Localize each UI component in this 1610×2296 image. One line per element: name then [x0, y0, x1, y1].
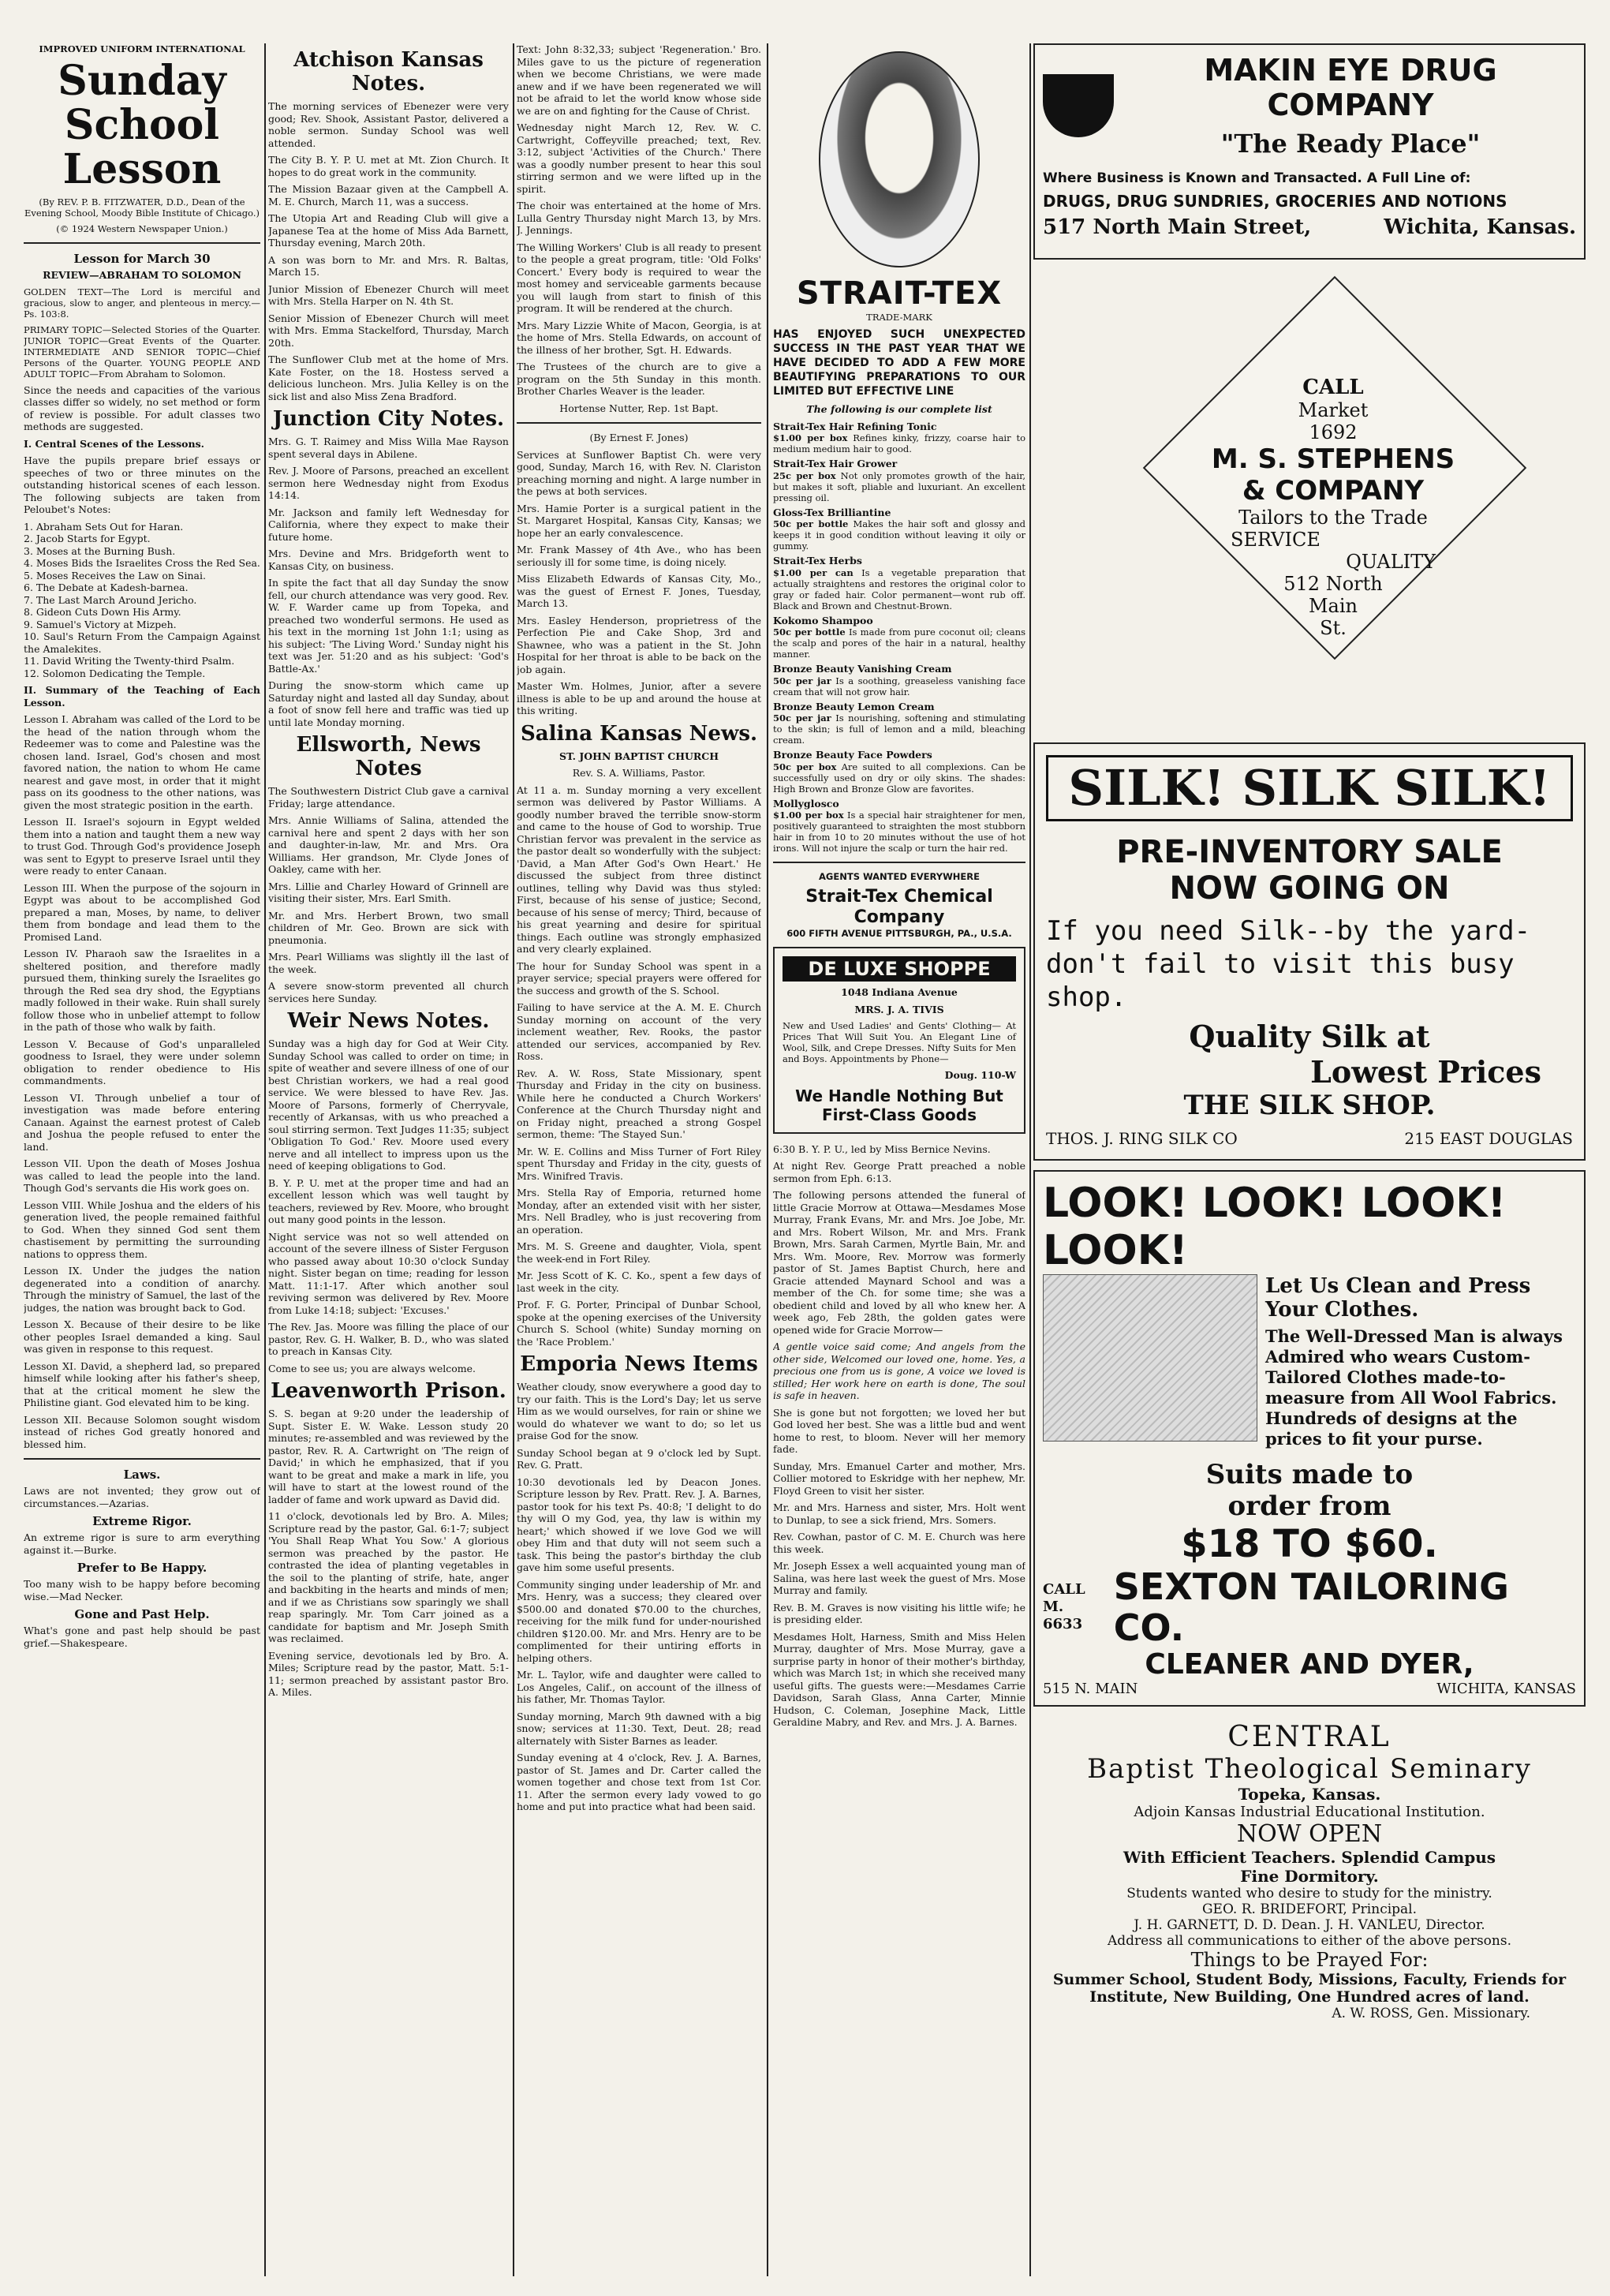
- lesson-review: REVIEW—ABRAHAM TO SOLOMON: [43, 269, 241, 281]
- column-rule: [1029, 43, 1031, 2276]
- column-church-news: [517, 43, 761, 1818]
- salina-church: ST. JOHN BAPTIST CHURCH: [558, 750, 719, 762]
- scenes-intro: Have the pupils prepare brief essays or speeches of two or three minutes on the outstanding historical scenes of each lesson. The following subjects are taken from Peloubet's Notes:: [24, 454, 260, 515]
- news-item: 10:30 devotionals led by Deacon Jones. Scripture lesson by Rev. Pratt. Rev. J. A. Barnes, pastor took for his text Ps. 40:8; 'I delight to do thy will O my God, yea, thy law is within my heart;' which showed if we love God we will obey Him and that duty will not seem such a task. This being the pastor's birthday the club gave him some useful presents.: [517, 1475, 761, 1573]
- stephens-ad: [1033, 269, 1586, 742]
- news-item: Rev. Cowhan, pastor of C. M. E. Church was here this week.: [773, 1531, 1025, 1555]
- news-item: Mrs. G. T. Raimey and Miss Willa Mae Rayson spent several days in Abilene.: [268, 436, 509, 460]
- news-item: The Rev. Jas. Moore was filling the place of our pastor, Rev. G. H. Walker, B. D., who was slated to preach in Kansas City.: [268, 1321, 509, 1357]
- deluxe-address: 1048 Indiana Avenue: [841, 986, 958, 998]
- lesson-summary: Lesson III. When the purpose of the sojourn in Egypt was about to be accomplished God prepared a man, Moses, by name, to deliver them from bondage and lead them to the Promised Land.: [24, 881, 260, 943]
- news-item: Mr. Frank Massey of 4th Ave., who has been seriously ill for some time, is doing nicely.: [517, 544, 761, 568]
- lesson-byline: (By REV. P. B. FITZWATER, D.D., Dean of the Evening School, Moody Bible Institute of Chicago.): [24, 196, 260, 219]
- seminary-missionary: A. W. ROSS, Gen. Missionary.: [1332, 2006, 1530, 2021]
- makin-drug-ad: [1033, 43, 1586, 260]
- product-item: Bronze Beauty Lemon Cream 50c per jar Is nourishing, softening and stimulating to the skin; is full of lemon and a mild, bleaching cream.: [773, 700, 1025, 746]
- makin-heading: MAKIN EYE DRUG COMPANY: [1204, 53, 1497, 122]
- product-item: Bronze Beauty Vanishing Cream 50c per jar Is a soothing, greaseless vanishing face cream that will not grow hair.: [773, 663, 1025, 697]
- news-item: B. Y. P. U. met at the proper time and had an excellent lesson which was well taught by teachers, reviewed by Rev. Moore, who brought out many good points in the lesson.: [268, 1176, 509, 1225]
- silk-prices: Lowest Prices: [1310, 1054, 1541, 1090]
- makin-line-2: DRUGS, DRUG SUNDRIES, GROCERIES AND NOTIONS: [1043, 192, 1507, 211]
- stephens-name-2: & COMPANY: [1242, 475, 1425, 507]
- news-item: The City B. Y. P. U. met at Mt. Zion Church. It hopes to do great work in the community.: [268, 154, 509, 178]
- news-item: Miss Elizabeth Edwards of Kansas City, Mo., was the guest of Ernest F. Jones, Tuesday, March 13.: [517, 573, 761, 609]
- news-item: The choir was entertained at the home of Mrs. Lulla Gentry Thursday night March 13, by Mrs. J. Jennings.: [517, 200, 761, 236]
- list-item: 9. Samuel's Victory at Mizpeh.: [24, 618, 177, 630]
- lesson-summary: Lesson XI. David, a shepherd lad, so prepared himself while looking after his father's sheep, that at the critical moment he slew the Philistine giant. God elevated him to be king.: [24, 1359, 260, 1408]
- deluxe-heading: DE LUXE SHOPPE: [783, 956, 1016, 982]
- news-item: 6:30 B. Y. P. U., led by Miss Bernice Nevins.: [773, 1142, 991, 1155]
- news-item: Mr. Joseph Essex a well acquainted young man of Salina, was here last week the guest of Mrs. Mose Murray and family.: [773, 1560, 1025, 1596]
- sexton-city: WICHITA, KANSAS: [1436, 1681, 1576, 1697]
- news-item: Sunday morning, March 9th dawned with a big snow; services at 11:30. Text, Deut. 28; read alternately with Sister Barnes as leader.: [517, 1710, 761, 1747]
- news-item: Mr. and Mrs. Harness and sister, Mrs. Holt went to Dunlap, to see a sick friend, Mrs. Somers.: [773, 1501, 1025, 1526]
- makin-line-1: Where Business is Known and Transacted. A Full Line of:: [1043, 170, 1471, 186]
- news-item: Failing to have service at the A. M. E. Church Sunday morning on account of the very inclement weather, Rev. Rooks, the pastor attended our services, accompanied by Rev. Ross.: [517, 1001, 761, 1062]
- news-item: The morning services of Ebenezer were very good; Rev. Shook, Assistant Pastor, delivered a noble sermon. Sunday School was well attended.: [268, 100, 509, 149]
- news-item: Mrs. Stella Ray of Emporia, returned home Monday, after an extended visit with her sister, Mrs. Nell Bradley, who is just recovering from an operation.: [517, 1187, 761, 1236]
- stephens-service: SERVICE: [1231, 529, 1320, 551]
- summary-head: II. Summary of the Teaching of Each Lesson.: [24, 684, 260, 709]
- news-item: The Utopia Art and Reading Club will give a Japanese Tea at the home of Miss Ada Barnett, Thursday evening, March 20th.: [268, 212, 509, 249]
- column-rule: [767, 43, 768, 2276]
- list-item: 10. Saul's Return From the Campaign Against the Amalekites.: [24, 630, 260, 655]
- deluxe-owner: MRS. J. A. TIVIS: [854, 1003, 944, 1015]
- strait-tex-trademark: TRADE-MARK: [866, 312, 932, 323]
- stephens-phone: 1692: [1309, 421, 1358, 443]
- news-item: Rev. B. M. Graves is now visiting his little wife; he is presiding elder.: [773, 1601, 1025, 1625]
- seminary-city: Topeka, Kansas.: [1238, 1785, 1381, 1804]
- product-item: Kokomo Shampoo 50c per bottle Is made from pure coconut oil; cleans the scalp and pores of the hair in a natural, healthy manner.: [773, 614, 1025, 660]
- deluxe-body: New and Used Ladies' and Gents' Clothing— At Prices That Will Suit You. An Elegant Line of Wool, Silk, and Crepe Dresses. Nifty Suits for Men and Boys. Appointments by Phone—: [783, 1020, 1016, 1064]
- lesson-summary: Lesson IX. Under the judges the nation degenerated into a condition of anarchy. Through the ministry of Samuel, the last of the judges, the nation was brought back to God.: [24, 1265, 260, 1314]
- list-item: 4. Moses Bids the Israelites Cross the Red Sea.: [24, 557, 260, 569]
- seminary-pray-list: Summer School, Student Body, Missions, Faculty, Friends for Institute, New Building, One Hundred acres of land.: [1052, 1971, 1567, 2006]
- news-item: Mrs. Hamie Porter is a surgical patient in the St. Margaret Hospital, Kansas City, Kansas; we hope her an early convalescence.: [517, 502, 761, 539]
- mortar-pestle-icon: [1043, 74, 1114, 137]
- list-item: 7. The Last March Around Jericho.: [24, 593, 197, 606]
- sexton-call: CALL: [1043, 1581, 1085, 1598]
- look-heading: LOOK! LOOK! LOOK! LOOK!: [1043, 1180, 1507, 1274]
- product-item: Mollyglosco $1.00 per box Is a special hair straightener for men, positively guaranteed to straighten the most stubborn hair in from 10 to 20 minutes without the use of hot irons. Will not injure the scalp or turn the hair red.: [773, 797, 1025, 854]
- suits-line-2: order from: [1227, 1490, 1391, 1522]
- news-item: Services at Sunflower Baptist Ch. were very good, Sunday, March 16, with Rev. N. Clariston preaching morning and night. A large number in the pews at both services.: [517, 448, 761, 497]
- lesson-summary: Lesson II. Israel's sojourn in Egypt welded them into a nation and taught them a new way to trust God. Through God's providence Joseph was sent to Egypt to preserve Israel until they were ready to enter Canaan.: [24, 816, 260, 877]
- list-item: 3. Moses at the Burning Bush.: [24, 544, 176, 557]
- seminary-teachers: With Efficient Teachers. Splendid Campus: [1123, 1848, 1496, 1867]
- news-signature: Hortense Nutter, Rep. 1st Bapt.: [559, 402, 719, 414]
- lesson-summary: Lesson VIII. While Joshua and the elders of his generation lived, the people remained faithful to God. When they sinned God sent them chastisement by permitting the surrounding nations to oppress them.: [24, 1198, 260, 1260]
- deluxe-shoppe-ad: [773, 947, 1025, 1134]
- weir-heading: Weir News Notes.: [287, 1009, 490, 1033]
- stephens-address-1: 512 North: [1283, 573, 1383, 595]
- list-item: 8. Gideon Cuts Down His Army.: [24, 606, 181, 618]
- news-item: Mrs. Mary Lizzie White of Macon, Georgia, is at the home of Mrs. Stella Edwards, on account of the illness of her brother, Sgt. H. Edwards.: [517, 319, 761, 356]
- lesson-summary: Lesson V. Because of God's unparalleled goodness to Israel, they were under solemn obligation to render obedience to His commandments.: [24, 1038, 260, 1086]
- look-body: The Well-Dressed Man is always Admired who wears Custom-Tailored Clothes made-to-measure from All Wool Fabrics. Hundreds of designs at the prices to fit your purse.: [1265, 1326, 1563, 1449]
- column-advertisements: [1033, 43, 1586, 2276]
- news-item: Sunday School began at 9 o'clock led by Supt. Rev. G. Pratt.: [517, 1446, 761, 1471]
- laws-head: Laws.: [123, 1468, 161, 1482]
- news-item: Mr. Jess Scott of K. C. Ko., spent a few days of last week in the city.: [517, 1270, 761, 1294]
- makin-city: Wichita, Kansas.: [1384, 215, 1576, 239]
- silk-body: If you need Silk--by the yard-don't fail to visit this busy shop.: [1046, 915, 1531, 1013]
- laws-text: Laws are not invented; they grow out of circumstances.—Azarias.: [24, 1485, 260, 1509]
- news-item: Night service was not so well attended on account of the severe illness of Sister Ferguson who passed away about 10:30 o'clock Sunday night. Sister began on time; reading for lesson Matt. 11:1-17. After which another soul reviving sermon was delivered by Rev. Moore from Luke 14:18; subject: 'Excuses.': [268, 1230, 509, 1316]
- product-list: [773, 421, 1025, 854]
- lesson-topics: PRIMARY TOPIC—Selected Stories of the Quarter. JUNIOR TOPIC—Great Events of the Quarter. INTERMEDIATE AND SENIOR TOPIC—Chief Persons of the Quarter. YOUNG PEOPLE AND ADULT TOPIC—From Abraham to Solomon.: [24, 323, 260, 380]
- seminary-heading-2: Baptist Theological Seminary: [1087, 1753, 1532, 1785]
- list-item: 11. David Writing the Twenty-third Psalm.: [24, 655, 235, 667]
- happy-head: Prefer to Be Happy.: [77, 1561, 207, 1575]
- list-item: 6. The Debate at Kadesh-barnea.: [24, 581, 189, 593]
- news-item: A son was born to Mr. and Mrs. R. Baltas, March 15.: [268, 253, 509, 278]
- news-item: Text: John 8:32,33; subject 'Regeneration.' Bro. Miles gave to us the picture of regeneration when we become Christians, we were made anew and if we have been regenerated we will not be afraid to let the world know whose side we are on and fighting for the Cause of Christ.: [517, 43, 761, 117]
- column-strait-tex-ad: [773, 43, 1025, 1733]
- woman-portrait-icon: [819, 51, 980, 267]
- stephens-tailors: Tailors to the Trade: [1238, 507, 1428, 529]
- news-item: Senior Mission of Ebenezer Church will meet with Mrs. Emma Stackelford, Thursday, March 20th.: [268, 312, 509, 349]
- ellsworth-heading: Ellsworth, News Notes: [296, 733, 481, 780]
- news-item: Mrs. Annie Williams of Salina, attended the carnival here and spent 2 days with her son and daughter-in-law, Mr. and Mrs. Ora Williams. Her grandson, Mr. Clyde Jones of Oakley, came with her.: [268, 814, 509, 875]
- column-rule: [513, 43, 514, 2276]
- seminary-pray-head: Things to be Prayed For:: [1190, 1949, 1429, 1971]
- news-item: Sunday evening at 4 o'clock, Rev. J. A. Barnes, pastor of St. James and Dr. Carter called the women together and chose text from 1st Cor. 11. After the sermon every lady vowed to go home and put into practice what had been said.: [517, 1752, 761, 1812]
- news-item: Mr. L. Taylor, wife and daughter were called to Los Angeles, Calif., on account of the illness of his father, Mr. Thomas Taylor.: [517, 1669, 761, 1705]
- stephens-market: Market: [1298, 399, 1369, 421]
- look-subheading: Let Us Clean and Press Your Clothes.: [1265, 1274, 1531, 1322]
- news-item: Mesdames Holt, Harness, Smith and Miss Helen Murray, daughter of Mrs. Mose Murray, gave a surprise party in honor of their mother's birthday, which was March 1st; in which she received many useful gifts. The guests were:—Mesdames Carrie Davidson, Sarah Glass, Anna Carter, Minnie Hudson, C. Coleman, Josephine Mack, Little Geraldine Mabry, and Rev. and Mrs. J. A. Barnes.: [773, 1630, 1025, 1728]
- news-item: Sunday was a high day for God at Weir City. Sunday School was called to order on time; in spite of weather and severe illness of one of our best Christian workers, we had a real good service. We were blessed to have Rev. Jas. Moore of Parsons, formerly of Cherryvale, recently of Arkansas, with us who preached a soul stirring sermon. Text Judges 11:35; subject 'Obligation To God.' Rev. Moore used every nerve and all intellect to impress upon us the need of keeping obligations to God.: [268, 1038, 509, 1172]
- salina-pastor: Rev. S. A. Williams, Pastor.: [572, 767, 706, 779]
- news-item: Prof. F. G. Porter, Principal of Dunbar School, spoke at the opening exercises of the University Church S. School (white) Sunday morning on the 'Race Problem.': [517, 1299, 761, 1348]
- news-item: A severe snow-storm prevented all church services here Sunday.: [268, 980, 509, 1004]
- stephens-name-1: M. S. STEPHENS: [1211, 443, 1455, 475]
- news-item: During the snow-storm which came up Saturday night and lasted all day Sunday, about a foot of snow fell here and traffic was tied up until late Monday morning.: [268, 679, 509, 728]
- seminary-wanted: Students wanted who desire to study for the ministry.: [1126, 1886, 1492, 1901]
- product-item: Bronze Beauty Face Powders 50c per box Are suited to all complexions. Can be successfully used on dry or oily skins. The shades: High Brown and Bronze Glow are favorites.: [773, 749, 1025, 795]
- strait-tex-intro: HAS ENJOYED SUCH UNEXPECTED SUCCESS IN THE PAST YEAR THAT WE HAVE DECIDED TO ADD A FEW MORE BEAUTIFYING PREPARATIONS TO OUR LIMITED BUT EFFECTIVE LINE: [773, 328, 1025, 398]
- news-item: At night Rev. George Pratt preached a noble sermon from Eph. 6:13.: [773, 1160, 1025, 1184]
- lesson-copyright: (© 1924 Western Newspaper Union.): [56, 223, 228, 234]
- seminary-principal: GEO. R. BRIDEFORT, Principal.: [1201, 1901, 1418, 1917]
- silk-heading: SILK! SILK SILK!: [1046, 755, 1573, 821]
- junction-heading: Junction City Notes.: [272, 407, 505, 431]
- silk-shop-ad: [1033, 742, 1586, 1161]
- silk-quality: Quality Silk at: [1189, 1019, 1430, 1054]
- sexton-tailoring-ad: [1033, 1170, 1586, 1707]
- news-item: Mrs. M. S. Greene and daughter, Viola, spent the week-end in Fort Riley.: [517, 1240, 761, 1265]
- strait-tex-list-head: The following is our complete list: [806, 403, 992, 415]
- strait-tex-logo: STRAIT-TEX: [796, 275, 1003, 312]
- sexton-name: SEXTON TAILORING CO.: [1113, 1565, 1509, 1649]
- lesson-summary: Lesson XII. Because Solomon sought wisdom instead of riches God greatly honored and blessed him.: [24, 1413, 260, 1450]
- news-item: At 11 a. m. Sunday morning a very excellent sermon was delivered by Pastor Williams. A goodly number braved the terrible snow-storm and came to the house of God to worship. True Christian fervor was prevalent in the service as the pastor dealt so wonderfully with the subject: 'David, a Man After God's Own Heart.' He discussed the subject from three distinct outlines, telling why David was thus styled: First, because of his sense of justice; Second, because of his sense of mercy; Third, because of his great yearning and desire for spiritual things. Each outline was strongly emphasized and very clearly explained.: [517, 783, 761, 955]
- news-item: In spite the fact that all day Sunday the snow fell, our church attendance was very good. Rev. W. F. Warder came up from Topeka, and preached two wonderful sermons. He used as his text in the morning 1st John 1:1; using as his subject: 'The Living Word.' Sunday night his text was Jer. 51:20 and as his subject: 'God's Battle-Ax.': [268, 577, 509, 675]
- lesson-summary: Lesson IV. Pharaoh saw the Israelites in a sheltered position, and therefore madly pursued them, thinking surely the Israelites go through the Red sea dry shod, the Egyptians madly followed in their wake. Ruin shall surely follow those who in unbelief attempt to follow in the path of those who walk by faith.: [24, 948, 260, 1033]
- news-item: Sunday, Mrs. Emanuel Carter and mother, Mrs. Collier motored to Eskridge with her nephew, Mr. Floyd Green to visit her sister.: [773, 1460, 1025, 1497]
- list-item: 12. Solomon Dedicating the Temple.: [24, 667, 206, 679]
- leavenworth-heading: Leavenworth Prison.: [271, 1379, 506, 1403]
- deluxe-phone: Doug. 110-W: [944, 1069, 1016, 1081]
- news-item: 11 o'clock, devotionals led by Bro. A. Miles; Scripture read by the pastor, Gal. 6:1-7; subject 'You Shall Reap What You Sow.' A glorious sermon was preached by the pastor. He contrasted the idea of planting vegetables in the soil to the planting of strife, hate, anger and backbiting in the hearts and minds of men; and if we as Christians sow sparingly we shall reap sparingly. Mr. Tom Carr joined as a candidate for baptism and Mr. Joseph Smith was reclaimed.: [268, 1510, 509, 1644]
- silk-shop-name: THE SILK SHOP.: [1183, 1090, 1436, 1121]
- jones-byline: (By Ernest F. Jones): [589, 432, 689, 443]
- news-item: The hour for Sunday School was spent in a prayer service; special prayers were offered for the success and growth of the S. School.: [517, 959, 761, 997]
- stephens-address-3: St.: [1320, 617, 1347, 639]
- news-poem: A gentle voice said come; And angels from the other side, Welcomed our loved one, home. Yes, a precious one from us is gone, A voice we loved is stilled; Her work here on earth is done, The soul is safe in heaven.: [773, 1341, 1025, 1401]
- golden-text: GOLDEN TEXT—The Lord is merciful and gracious, slow to anger, and plenteous in mercy.—Ps. 103:8.: [24, 286, 260, 320]
- seminary-open: NOW OPEN: [1236, 1820, 1383, 1848]
- lesson-title: Sunday School Lesson: [58, 57, 226, 193]
- suits-line-1: Suits made to: [1205, 1459, 1414, 1490]
- agents-wanted: AGENTS WANTED EVERYWHERE: [819, 871, 980, 882]
- list-item: 5. Moses Receives the Law on Sinai.: [24, 569, 206, 581]
- lesson-intro: Since the needs and capacities of the various classes differ so widely, no set method or form of review is possible. For adult classes two methods are suggested.: [24, 383, 260, 432]
- news-item: The Willing Workers' Club is all ready to present to the people a great program, title: 'Old Folks' Concert.' Every body is required to wear the most homey and serviceable garments because you will laugh from start to finish of this program. It will be rendered at the church.: [517, 241, 761, 314]
- news-item: Mr. W. E. Collins and Miss Turner of Fort Riley spent Thursday and Friday in the city, guests of Mrs. Winifred Travis.: [517, 1145, 761, 1182]
- lesson-summary: Lesson I. Abraham was called of the Lord to be the head of the nation through whom the Redeemer was to come and Palestine was the chosen land. Israel, God's chosen and most favored nation, the nation to whom He came nearest and gave most, in order that it might pass on its goodness to the other nations, was given the most strategic position in the earth.: [24, 713, 260, 811]
- silk-sale-2: NOW GOING ON: [1169, 870, 1450, 907]
- news-item: The following persons attended the funeral of little Gracie Morrow at Ottawa—Mesdames Mose Murray, Frank Evans, Mr. and Mrs. Joe Jobe, Mr. and Mrs. Robert Wilson, Mr. and Mrs. Frank Brown, Mrs. Sarah Carmen, Myrtle Bain, Mr. and Mrs. Wm. Moore, Rev. Morrow was formerly pastor of St. James Baptist Church, here and Gracie attended Maynard School and was a member of the Ch. for some time; she was a obedient child and loved by all who knew her. A week ago, Feb 28th, the golden gates were opened wide for Gracie Morrow—: [773, 1189, 1025, 1336]
- news-item: Community singing under leadership of Mr. and Mrs. Henry, was a success; they cleared over $500.00 and donated $70.00 to the churches, receiving for the milk fund for under-nourished children $120.00. Mr. and Mrs. Henry are to be complimented for their untiring efforts in helping others.: [517, 1578, 761, 1664]
- column-local-news: [268, 43, 509, 1703]
- stephens-call: CALL: [1302, 376, 1364, 399]
- news-item: Mr. Jackson and family left Wednesday for California, where they expect to make their future home.: [268, 506, 509, 543]
- news-item: The Southwestern District Club gave a carnival Friday; large attendance.: [268, 785, 509, 810]
- lesson-summary: Lesson VI. Through unbelief a tour of investigation was made before entering Canaan. Against the earnest protest of Caleb and Joshua the people refused to enter the land.: [24, 1091, 260, 1153]
- news-item: Mrs. Easley Henderson, proprietress of the Perfection Pie and Cake Shop, 3rd and Shawnee, who was a patient in the St. John Hospital for her throat is able to be back on the job again.: [517, 614, 761, 675]
- lesson-header: IMPROVED UNIFORM INTERNATIONAL: [39, 43, 245, 54]
- news-item: She is gone but not forgotten; we loved her but God loved her best. She was a little bud and went home to rest, to bloom. Never will her memory fade.: [773, 1406, 1025, 1455]
- product-item: Strait-Tex Hair Refining Tonic $1.00 per box Refines kinky, frizzy, coarse hair to medium medium hair to good.: [773, 420, 1025, 454]
- deluxe-tagline-1: We Handle Nothing But: [795, 1086, 1003, 1105]
- lesson-summary: Lesson VII. Upon the death of Moses Joshua was called to lead the people into the land. Though God's servants die His work goes on.: [24, 1157, 260, 1194]
- strait-tex-address: 600 FIFTH AVENUE PITTSBURGH, PA., U.S.A.: [786, 928, 1012, 939]
- rigor-text: An extreme rigor is sure to arm everything against it.—Burke.: [24, 1531, 260, 1556]
- news-item: Mr. and Mrs. Herbert Brown, two small children of Mr. Geo. Brown are sick with pneumonia.: [268, 909, 509, 946]
- suits-price: $18 TO $60.: [1181, 1522, 1438, 1566]
- scenes-head: I. Central Scenes of the Lessons.: [24, 437, 204, 450]
- rigor-head: Extreme Rigor.: [92, 1514, 192, 1528]
- past-head: Gone and Past Help.: [74, 1607, 210, 1621]
- seminary-heading-1: CENTRAL: [1227, 1721, 1391, 1753]
- news-item: Mrs. Devine and Mrs. Bridgeforth went to Kansas City, on business.: [268, 548, 509, 572]
- news-item: Rev. J. Moore of Parsons, preached an excellent sermon here Wednesday night from Exodus 14:14.: [268, 465, 509, 501]
- column-sunday-school: [24, 43, 260, 1654]
- sexton-phone: M. 6633: [1043, 1599, 1083, 1632]
- news-item: Weather cloudy, snow everywhere a good day to try our faith. This is the Lord's Day; let us serve Him as we would ourselves, for rain or shine we would do whatever we want to do; so let us praise God for the snow.: [517, 1381, 761, 1442]
- makin-address: 517 North Main Street,: [1043, 215, 1312, 239]
- makin-tagline: "The Ready Place": [1220, 129, 1481, 159]
- product-item: Strait-Tex Herbs $1.00 per can Is a vegetable preparation that actually straightens and restores the original color to gray or faded hair. Color permanent—wont rub off. Black and Brown and Chestnut-Brown.: [773, 555, 1025, 611]
- news-item: Mrs. Pearl Williams was slightly ill the last of the week.: [268, 951, 509, 975]
- news-item: Mrs. Lillie and Charley Howard of Grinnell are visiting their sister, Mrs. Earl Smith.: [268, 880, 509, 904]
- news-item: Wednesday night March 12, Rev. W. C. Cartwright, Coffeyville preached; text, Rev. 3:12, subject 'Activities of the Church.' There was a goodly number present to hear this soul stirring sermon and we were lifted up in the spirit.: [517, 122, 761, 195]
- seminary-address: Address all communications to either of the above persons.: [1107, 1933, 1511, 1949]
- lesson-summary: Lesson X. Because of their desire to be like other peoples Israel demanded a king. Saul was given in response to this request.: [24, 1318, 260, 1355]
- news-item: S. S. began at 9:20 under the leadership of Supt. Sister E. W. Wake. Lesson study 20 minutes; re-assembled and was reviewed by the pastor, Rev. R. A. Cartwright on 'The reign of David;' in which he emphasized, that if you want to be great and make a mark in life, you will have to start at the lowest round of the ladder of fame and work upward as David did.: [268, 1408, 509, 1505]
- news-item: Master Wm. Holmes, Junior, after a severe illness is able to be up and around the house at this writing.: [517, 680, 761, 716]
- seminary-dean: J. H. GARNETT, D. D. Dean. J. H. VANLEU, Director.: [1134, 1917, 1485, 1933]
- news-item: The Trustees of the church are to give a program on the 5th Sunday in this month. Brother Charles Weaver is the leader.: [517, 361, 761, 397]
- silk-sale-1: PRE-INVENTORY SALE: [1116, 834, 1503, 870]
- news-item: The Sunflower Club met at the home of Mrs. Kate Foster, on the 18. Hostess served a delicious luncheon. Mrs. Julia Kelley is on the sick list and also Miss Zena Bradford.: [268, 353, 509, 402]
- news-item: The Mission Bazaar given at the Campbell A. M. E. Church, March 11, was a success.: [268, 183, 509, 208]
- men-illustration-icon: [1043, 1274, 1257, 1442]
- seminary-adjoin: Adjoin Kansas Industrial Educational Institution.: [1134, 1804, 1485, 1820]
- column-rule: [264, 43, 266, 2276]
- news-item: Evening service, devotionals led by Bro. A. Miles; Scripture read by the pastor, Matt. 5:1-11; sermon preached by assistant pastor Bro. A. Miles.: [268, 1649, 509, 1698]
- news-item: Junior Mission of Ebenezer Church will meet with Mrs. Stella Harper on N. 4th St.: [268, 282, 509, 307]
- deluxe-tagline-2: First-Class Goods: [821, 1105, 977, 1124]
- lesson-date: Lesson for March 30: [73, 252, 211, 266]
- product-item: Gloss-Tex Brilliantine 50c per bottle Makes the hair soft and glossy and keeps it in good condition without leaving it oily or gummy.: [773, 506, 1025, 552]
- strait-tex-company: Strait-Tex Chemical Company: [805, 887, 993, 927]
- seminary-ad: [1033, 1716, 1586, 2026]
- list-item: 2. Jacob Starts for Egypt.: [24, 533, 151, 544]
- atchison-heading: Atchison Kansas Notes.: [293, 48, 484, 95]
- product-item: Strait-Tex Hair Grower 25c per box Not only promotes growth of the hair, but makes it soft, pliable and luxuriant. An excellent pressing oil.: [773, 458, 1025, 503]
- stephens-quality: QUALITY: [1346, 551, 1436, 573]
- salina-heading: Salina Kansas News.: [520, 721, 758, 746]
- silk-address: 215 EAST DOUGLAS: [1404, 1129, 1573, 1148]
- stephens-address-2: Main: [1308, 595, 1358, 617]
- emporia-heading: Emporia News Items: [520, 1352, 758, 1376]
- scenes-list: [24, 521, 260, 680]
- list-item: 1. Abraham Sets Out for Haran.: [24, 520, 184, 533]
- sexton-subheading: CLEANER AND DYER,: [1145, 1648, 1474, 1681]
- news-item: Come to see us; you are always welcome.: [268, 1362, 476, 1374]
- sexton-address: 515 N. MAIN: [1043, 1681, 1138, 1697]
- seminary-dorm: Fine Dormitory.: [1240, 1867, 1379, 1886]
- silk-owner: THOS. J. RING SILK CO: [1046, 1129, 1238, 1148]
- news-item: Rev. A. W. Ross, State Missionary, spent Thursday and Friday in the city on business. While here he conducted a Church Workers' Conference at the Church Thursday night and on Friday night, preached a strong Gospel sermon, theme: 'The Stayed Sun.': [517, 1067, 761, 1140]
- happy-text: Too many wish to be happy before becoming wise.—Mad Necker.: [24, 1578, 260, 1602]
- past-text: What's gone and past help should be past grief.—Shakespeare.: [24, 1625, 260, 1649]
